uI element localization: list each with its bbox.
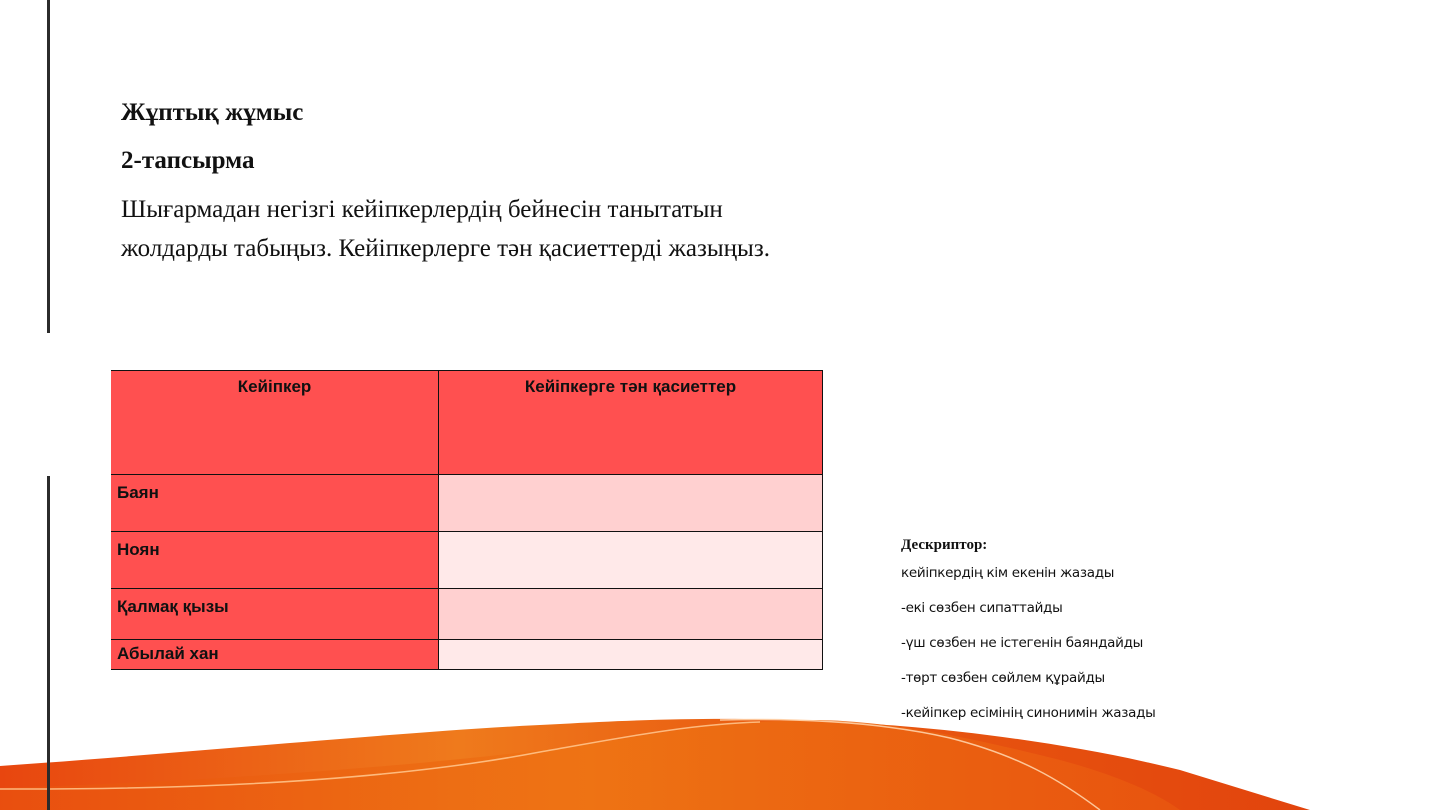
descriptor-item: кейіпкердің кім екенін жазады	[901, 565, 1115, 581]
descriptor-block	[901, 534, 1231, 731]
characters-table	[111, 370, 823, 670]
traits-cell[interactable]	[439, 475, 823, 532]
character-name: Баян	[111, 475, 439, 532]
descriptor-item: -екі сөзбен сипаттайды	[901, 600, 1063, 616]
character-name: Қалмақ қызы	[111, 589, 439, 640]
character-name: Абылай хан	[111, 640, 439, 670]
table-row	[111, 532, 823, 589]
slide-text-block	[121, 96, 841, 268]
table-row	[111, 640, 823, 670]
left-accent-bar-top	[47, 0, 50, 333]
traits-cell[interactable]	[439, 589, 823, 640]
task-instructions: Шығармадан негізгі кейіпкерлердің бейнесін танытатын жолдарды табыңыз. Кейіпкерлерге тән қасиеттерді жазыңыз.	[121, 196, 770, 262]
descriptor-item: -кейіпкер есімінің синонимін жазады	[901, 705, 1156, 721]
table-header-row	[111, 371, 823, 475]
task-label: 2-тапсырма	[121, 147, 255, 174]
left-accent-bar-bottom	[47, 476, 50, 810]
descriptor-item: -үш сөзбен не істегенін баяндайды	[901, 635, 1143, 651]
traits-cell[interactable]	[439, 532, 823, 589]
descriptor-title: Дескриптор:	[901, 537, 988, 553]
character-name: Ноян	[111, 532, 439, 589]
column-header-character: Кейіпкер	[111, 371, 439, 475]
descriptor-item: -төрт сөзбен сөйлем құрайды	[901, 670, 1105, 686]
slide-heading: Жұптық жұмыс	[121, 99, 304, 126]
column-header-traits: Кейіпкерге тән қасиеттер	[439, 371, 823, 475]
traits-cell[interactable]	[439, 640, 823, 670]
table-row	[111, 589, 823, 640]
table-row	[111, 475, 823, 532]
